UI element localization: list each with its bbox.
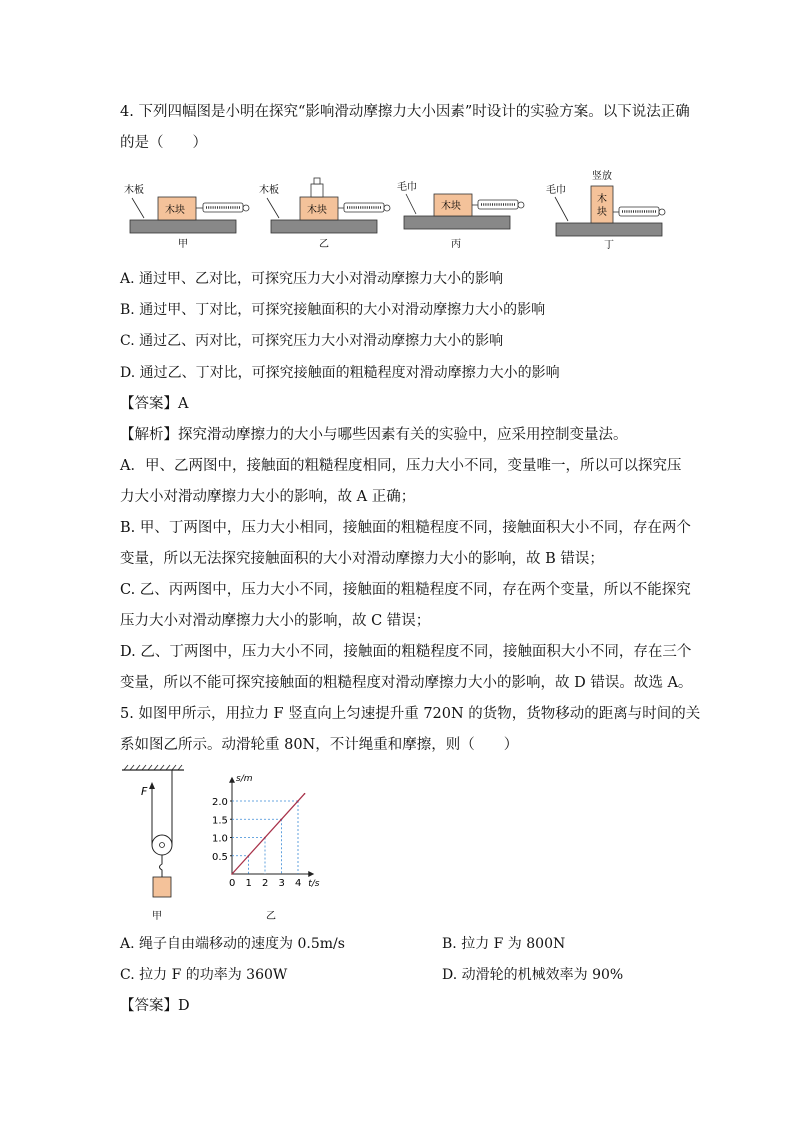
x-tick-label: 2 (262, 878, 269, 889)
q5-stem-line-1: 5. 如图甲所示，用拉力 F 竖直向上匀速提升重 720N 的货物，货物移动的距离与时间的关 (120, 706, 701, 722)
q5-option-a: A. 绳子自由端移动的速度为 0.5m/s (120, 936, 345, 952)
q4-option-c: C. 通过乙、丙对比，可探究压力大小对滑动摩擦力大小的影响 (120, 333, 504, 349)
pulley-hook (160, 855, 163, 877)
block-label-top: 木 (597, 194, 607, 205)
q5-option-b: B. 拉力 F 为 800N (442, 936, 566, 952)
q4-option-a: A. 通过甲、乙对比，可探究压力大小对滑动摩擦力大小的影响 (120, 271, 504, 287)
board-surface (130, 220, 236, 233)
cargo-box (153, 877, 171, 897)
q4-friction-figure (118, 170, 678, 250)
weight-body (311, 184, 323, 197)
vertical-label: 竖放 (592, 171, 612, 182)
towel-label-bing: 毛巾 (397, 182, 417, 193)
q4-analysis-line-2: A．甲、乙两图中，接触面的粗糙程度相同，压力大小不同，变量唯一，所以可以探究压 (120, 458, 682, 474)
label-leader (267, 198, 279, 218)
force-label: F (141, 785, 148, 798)
data-point (281, 818, 283, 820)
figure-ding (546, 170, 665, 250)
x-tick-label: 3 (278, 878, 285, 889)
towel-label-ding: 毛巾 (546, 185, 566, 196)
data-point (297, 800, 299, 802)
label-leader (406, 194, 416, 214)
scale-ring (518, 202, 524, 208)
y-tick-label: 2.0 (212, 797, 228, 808)
q4-analysis-line-3: 力大小对滑动摩擦力大小的影响，故 A 正确； (120, 489, 416, 505)
q5-option-c: C. 拉力 F 的功率为 360W (120, 967, 288, 983)
block-label: 木块 (165, 205, 185, 216)
q4-analysis-line-7: 压力大小对滑动摩擦力大小的影响，故 C 错误； (120, 613, 431, 629)
q4-analysis-line-8: D. 乙、丁两图中，压力大小不同，接触面的粗糙程度不同，接触面积大小不同，存在三个 (120, 644, 692, 660)
weight-knob (314, 178, 320, 184)
data-point (264, 837, 266, 839)
q4-stem-line-1: 4. 下列四幅图是小明在探究“影响滑动摩擦力大小因素”时设计的实验方案。以下说法正确 (120, 104, 690, 120)
caption-jia: 甲 (178, 239, 188, 250)
q5-option-d: D. 动滑轮的机械效率为 90% (442, 967, 624, 983)
label-leader (555, 197, 568, 221)
caption-jia: 甲 (152, 911, 162, 922)
chart-caption: 乙 (266, 911, 276, 922)
q4-option-d: D. 通过乙、丁对比，可探究接触面的粗糙程度对滑动摩擦力大小的影响 (120, 365, 560, 381)
figure-yi (259, 178, 390, 250)
y-tick-label: 1.0 (212, 833, 228, 845)
y-tick-label: 1.5 (212, 815, 228, 827)
q4-answer: 【答案】A (120, 396, 189, 412)
caption-ding: 丁 (604, 240, 614, 250)
wood-label-jia: 木板 (124, 185, 144, 196)
scale-ring (243, 205, 249, 211)
y-tick-label: 0.5 (212, 851, 228, 863)
s-t-chart (206, 764, 346, 924)
x-axis-arrow (308, 871, 314, 877)
q4-analysis-line-4: B. 甲、丁两图中，压力大小相同，接触面的粗糙程度不同，接触面积大小不同，存在两个 (120, 520, 691, 536)
caption-bing: 丙 (451, 239, 461, 250)
x-tick-label: 0 (229, 878, 236, 889)
q4-analysis-line-9: 变量，所以不能可探究接触面的粗糙程度对滑动摩擦力大小的影响，故 D 错误。故选 A。 (120, 675, 693, 691)
scale-ring (659, 209, 665, 215)
figure-bing (397, 180, 524, 250)
block-label: 木块 (441, 201, 461, 212)
q4-stem-line-2: 的是（ ） (120, 135, 207, 151)
q5-pulley-figure (116, 764, 216, 924)
caption-yi: 乙 (319, 239, 329, 250)
q4-analysis-line-1: 【解析】探究滑动摩擦力的大小与哪些因素有关的实验中，应采用控制变量法。 (120, 427, 628, 443)
q4-analysis-line-5: 变量，所以无法探究接触面积的大小对滑动摩擦力大小的影响，故 B 错误； (120, 551, 604, 567)
data-point (231, 873, 233, 875)
x-tick-label: 1 (245, 878, 252, 889)
board-surface (271, 220, 377, 233)
pulley-axle (160, 843, 165, 848)
ceiling-hatch (124, 765, 182, 770)
scale-ring (384, 205, 390, 211)
wood-label-yi: 木板 (259, 185, 279, 196)
data-point (304, 793, 306, 795)
label-leader (132, 198, 144, 218)
towel-surface (556, 223, 662, 236)
block-label-bottom: 块 (597, 207, 607, 218)
data-point (248, 855, 250, 857)
y-axis-arrow (229, 777, 235, 783)
figure-jia (124, 183, 249, 250)
data-line (232, 794, 305, 874)
block-label: 木块 (307, 205, 327, 216)
q4-analysis-line-6: C. 乙、丙两图中，压力大小不同，接触面的粗糙程度不同，存在两个变量，所以不能探究 (120, 582, 691, 598)
q5-stem-line-2: 系如图乙所示。动滑轮重 80N，不计绳重和摩擦，则（ ） (120, 737, 519, 753)
x-tick-label: 4 (295, 878, 302, 889)
towel-surface (404, 216, 510, 229)
x-axis-label: t/s (308, 879, 320, 889)
q4-option-b: B. 通过甲、丁对比，可探究接触面积的大小对滑动摩擦力大小的影响 (120, 302, 546, 318)
q5-answer: 【答案】D (120, 998, 190, 1014)
y-axis-label: s/m (236, 773, 253, 784)
force-arrowhead (149, 782, 155, 789)
